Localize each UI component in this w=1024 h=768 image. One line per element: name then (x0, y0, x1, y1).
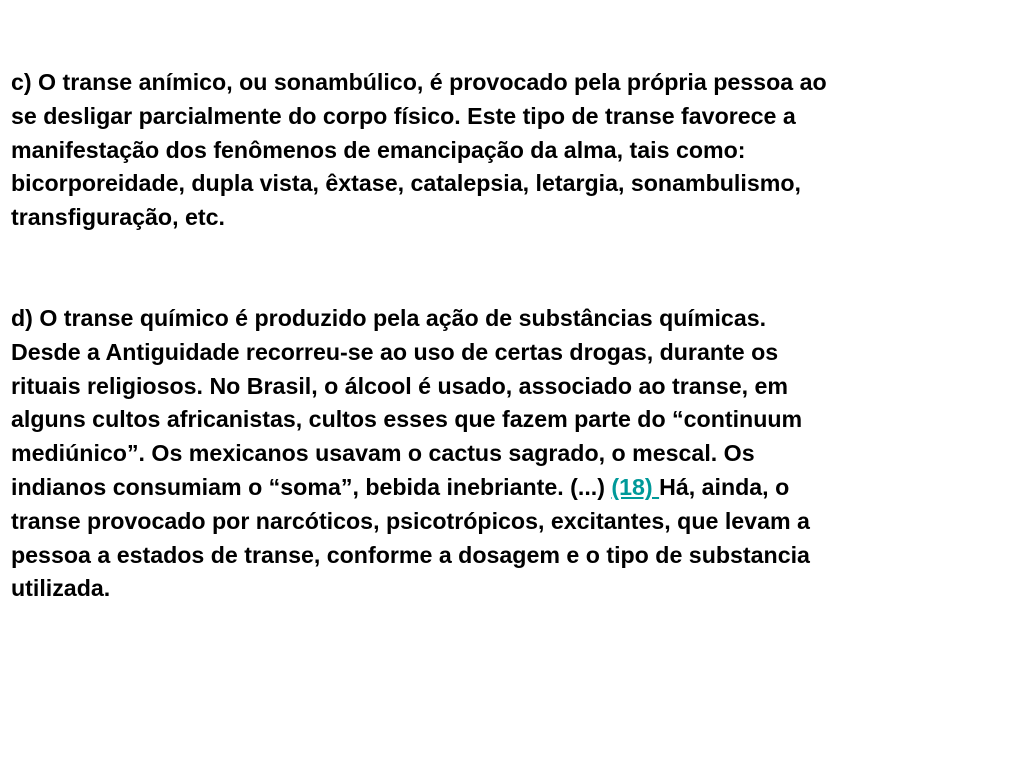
text-line: alguns cultos africanistas, cultos esses que fazem parte do “continuum (11, 406, 803, 433)
paragraph-anímico-trance (11, 66, 1019, 235)
text-line: utilizada. (11, 575, 111, 602)
text-segment: indianos consumiam o “soma”, bebida inebriante. (...) (11, 473, 612, 500)
paragraph-chemical-trance (11, 302, 1019, 606)
text-line: d) O transe químico é produzido pela ação de substâncias químicas. (11, 304, 767, 331)
text-line: c) O transe anímico, ou sonambúlico, é provocado pela própria pessoa ao (11, 69, 827, 95)
text-segment: Há, ainda, o (659, 473, 790, 500)
slide-content (11, 66, 1019, 606)
text-line: se desligar parcialmente do corpo físico. Este tipo de transe favorece a (11, 102, 796, 129)
text-line: manifestação dos fenômenos de emancipação da alma, tais como: (11, 136, 746, 163)
text-line-with-footnote (11, 471, 1019, 505)
text-line: transfiguração, etc. (11, 204, 225, 231)
text-line: rituais religiosos. No Brasil, o álcool é usado, associado ao transe, em (11, 372, 789, 399)
text-line: Desde a Antiguidade recorreu-se ao uso de certas drogas, durante os (11, 338, 779, 365)
text-line: pessoa a estados de transe, conforme a dosagem e o tipo de substancia (11, 541, 810, 568)
text-line: transe provocado por narcóticos, psicotrópicos, excitantes, que levam a (11, 507, 810, 534)
text-line: mediúnico”. Os mexicanos usavam o cactus sagrado, o mescal. Os (11, 440, 755, 467)
text-line: bicorporeidade, dupla vista, êxtase, catalepsia, letargia, sonambulismo, (11, 170, 801, 197)
footnote-link-18[interactable]: (18) (611, 473, 660, 500)
